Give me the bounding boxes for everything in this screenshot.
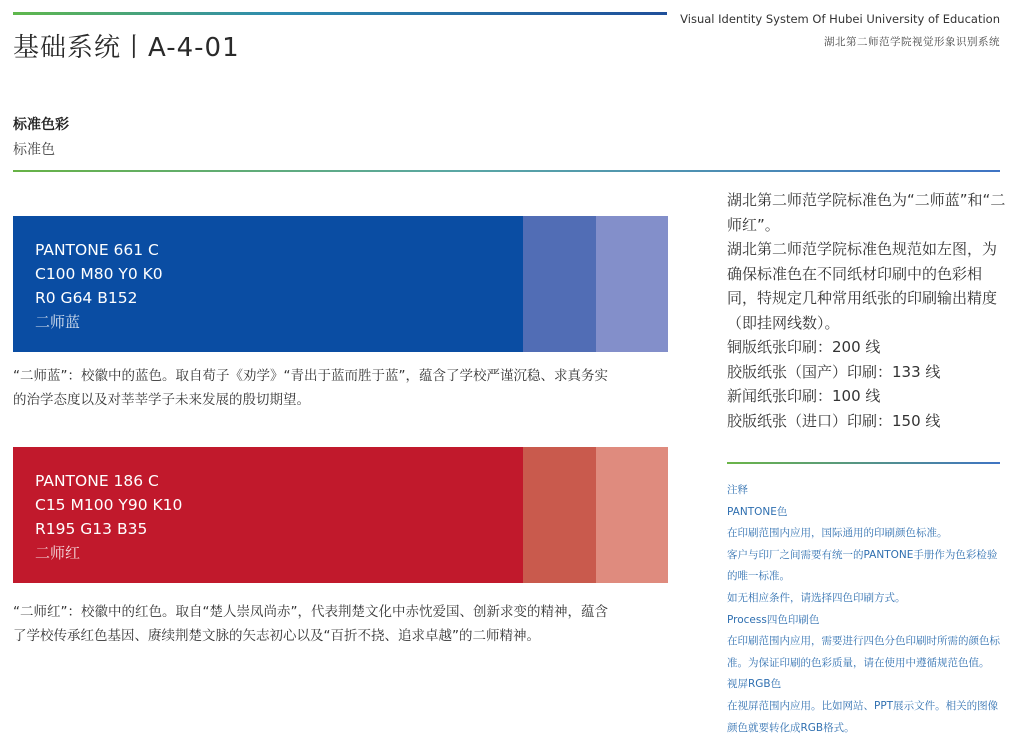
blue-rgb-value: R0 G64 B152 [35,289,138,307]
section-divider [13,170,1000,172]
red-description: “二师红”：校徽中的红色。取自“楚人崇凤尚赤”，代表荆楚文化中赤忱爱国、创新求变的精神，蕴含了学校传承红色基因、赓续荆楚文脉的矢志初心以及“百折不挠、追求卓越”的二师精神。 [13,604,608,644]
blue-main-block [13,216,523,352]
notes-pantone-text-2: 客户与印厂之间需要有统一的PANTONE手册作为色彩检验的唯一标准。 [727,548,998,583]
section-subtitle: 标准色 [13,142,55,158]
page-title: 基础系统丨A-4-01 [13,33,240,63]
spec-offset-imported: 胶版纸张（进口）印刷：150 线 [727,411,941,430]
spec-paragraph-intro: 湖北第二师范学院标准色为“二师蓝”和“二师红”。 [727,191,1006,234]
blue-pantone-code: PANTONE 661 C [35,241,159,259]
section-title: 标准色彩 [13,117,69,133]
spec-newsprint: 新闻纸张印刷：100 线 [727,387,881,405]
blue-color-swatch [13,216,668,352]
header-chinese-title: 湖北第二师范学院视觉形象识别系统 [824,36,1000,48]
notes-rgb-text: 在视屏范围内应用。比如网站、PPT展示文件。相关的图像颜色就要转化成RGB格式。 [727,699,999,734]
spec-offset-domestic: 胶版纸张（国产）印刷：133 线 [727,362,941,381]
notes-pantone-text-3: 如无相应条件，请选择四色印刷方式。 [727,591,906,604]
header-top-rule [13,12,667,15]
notes-heading: 注释 [727,484,748,496]
notes-process-title: Process四色印刷色 [727,613,820,626]
red-rgb-value: R195 G13 B35 [35,520,148,538]
notes-divider [727,462,1000,464]
notes-pantone-text-1: 在印刷范围内应用，国际通用的印刷颜色标准。 [727,527,948,540]
header-identity [680,12,1000,49]
red-cmyk-value: C15 M100 Y90 K10 [35,496,183,514]
red-tint-2 [596,447,668,583]
notes-pantone-title: PANTONE色 [727,505,788,518]
blue-color-name: 二师蓝 [35,313,81,331]
spec-paragraph-rule: 湖北第二师范学院标准色规范如左图，为确保标准色在不同纸材印刷中的色彩相同，特规定几种常用纸张的印刷输出精度（即挂网线数）。 [727,240,998,332]
red-main-block [13,447,523,583]
blue-description: “二师蓝”：校徽中的蓝色。取自荀子《劝学》“青出于蓝而胜于蓝”，蕴含了学校严谨沉稳、求真务实的治学态度以及对莘莘学子未来发展的殷切期望。 [13,368,608,408]
spec-coated-paper: 铜版纸张印刷：200 线 [727,338,881,356]
red-pantone-code: PANTONE 186 C [35,472,159,490]
blue-tint-2 [596,216,668,352]
red-tint-1 [523,447,596,583]
notes-block [727,480,1007,739]
color-spec-text [727,188,1007,433]
notes-rgb-title: 视屏RGB色 [727,678,782,691]
blue-tint-1 [523,216,596,352]
blue-cmyk-value: C100 M80 Y0 K0 [35,265,163,283]
red-color-swatch [13,447,668,583]
header-english-title: Visual Identity System Of Hubei University of Education [680,12,1000,26]
notes-process-text: 在印刷范围内应用，需要进行四色分色印刷时所需的颜色标准。为保证印刷的色彩质量，请在使用中遵循规范色值。 [727,635,1000,669]
red-color-name: 二师红 [35,544,81,562]
